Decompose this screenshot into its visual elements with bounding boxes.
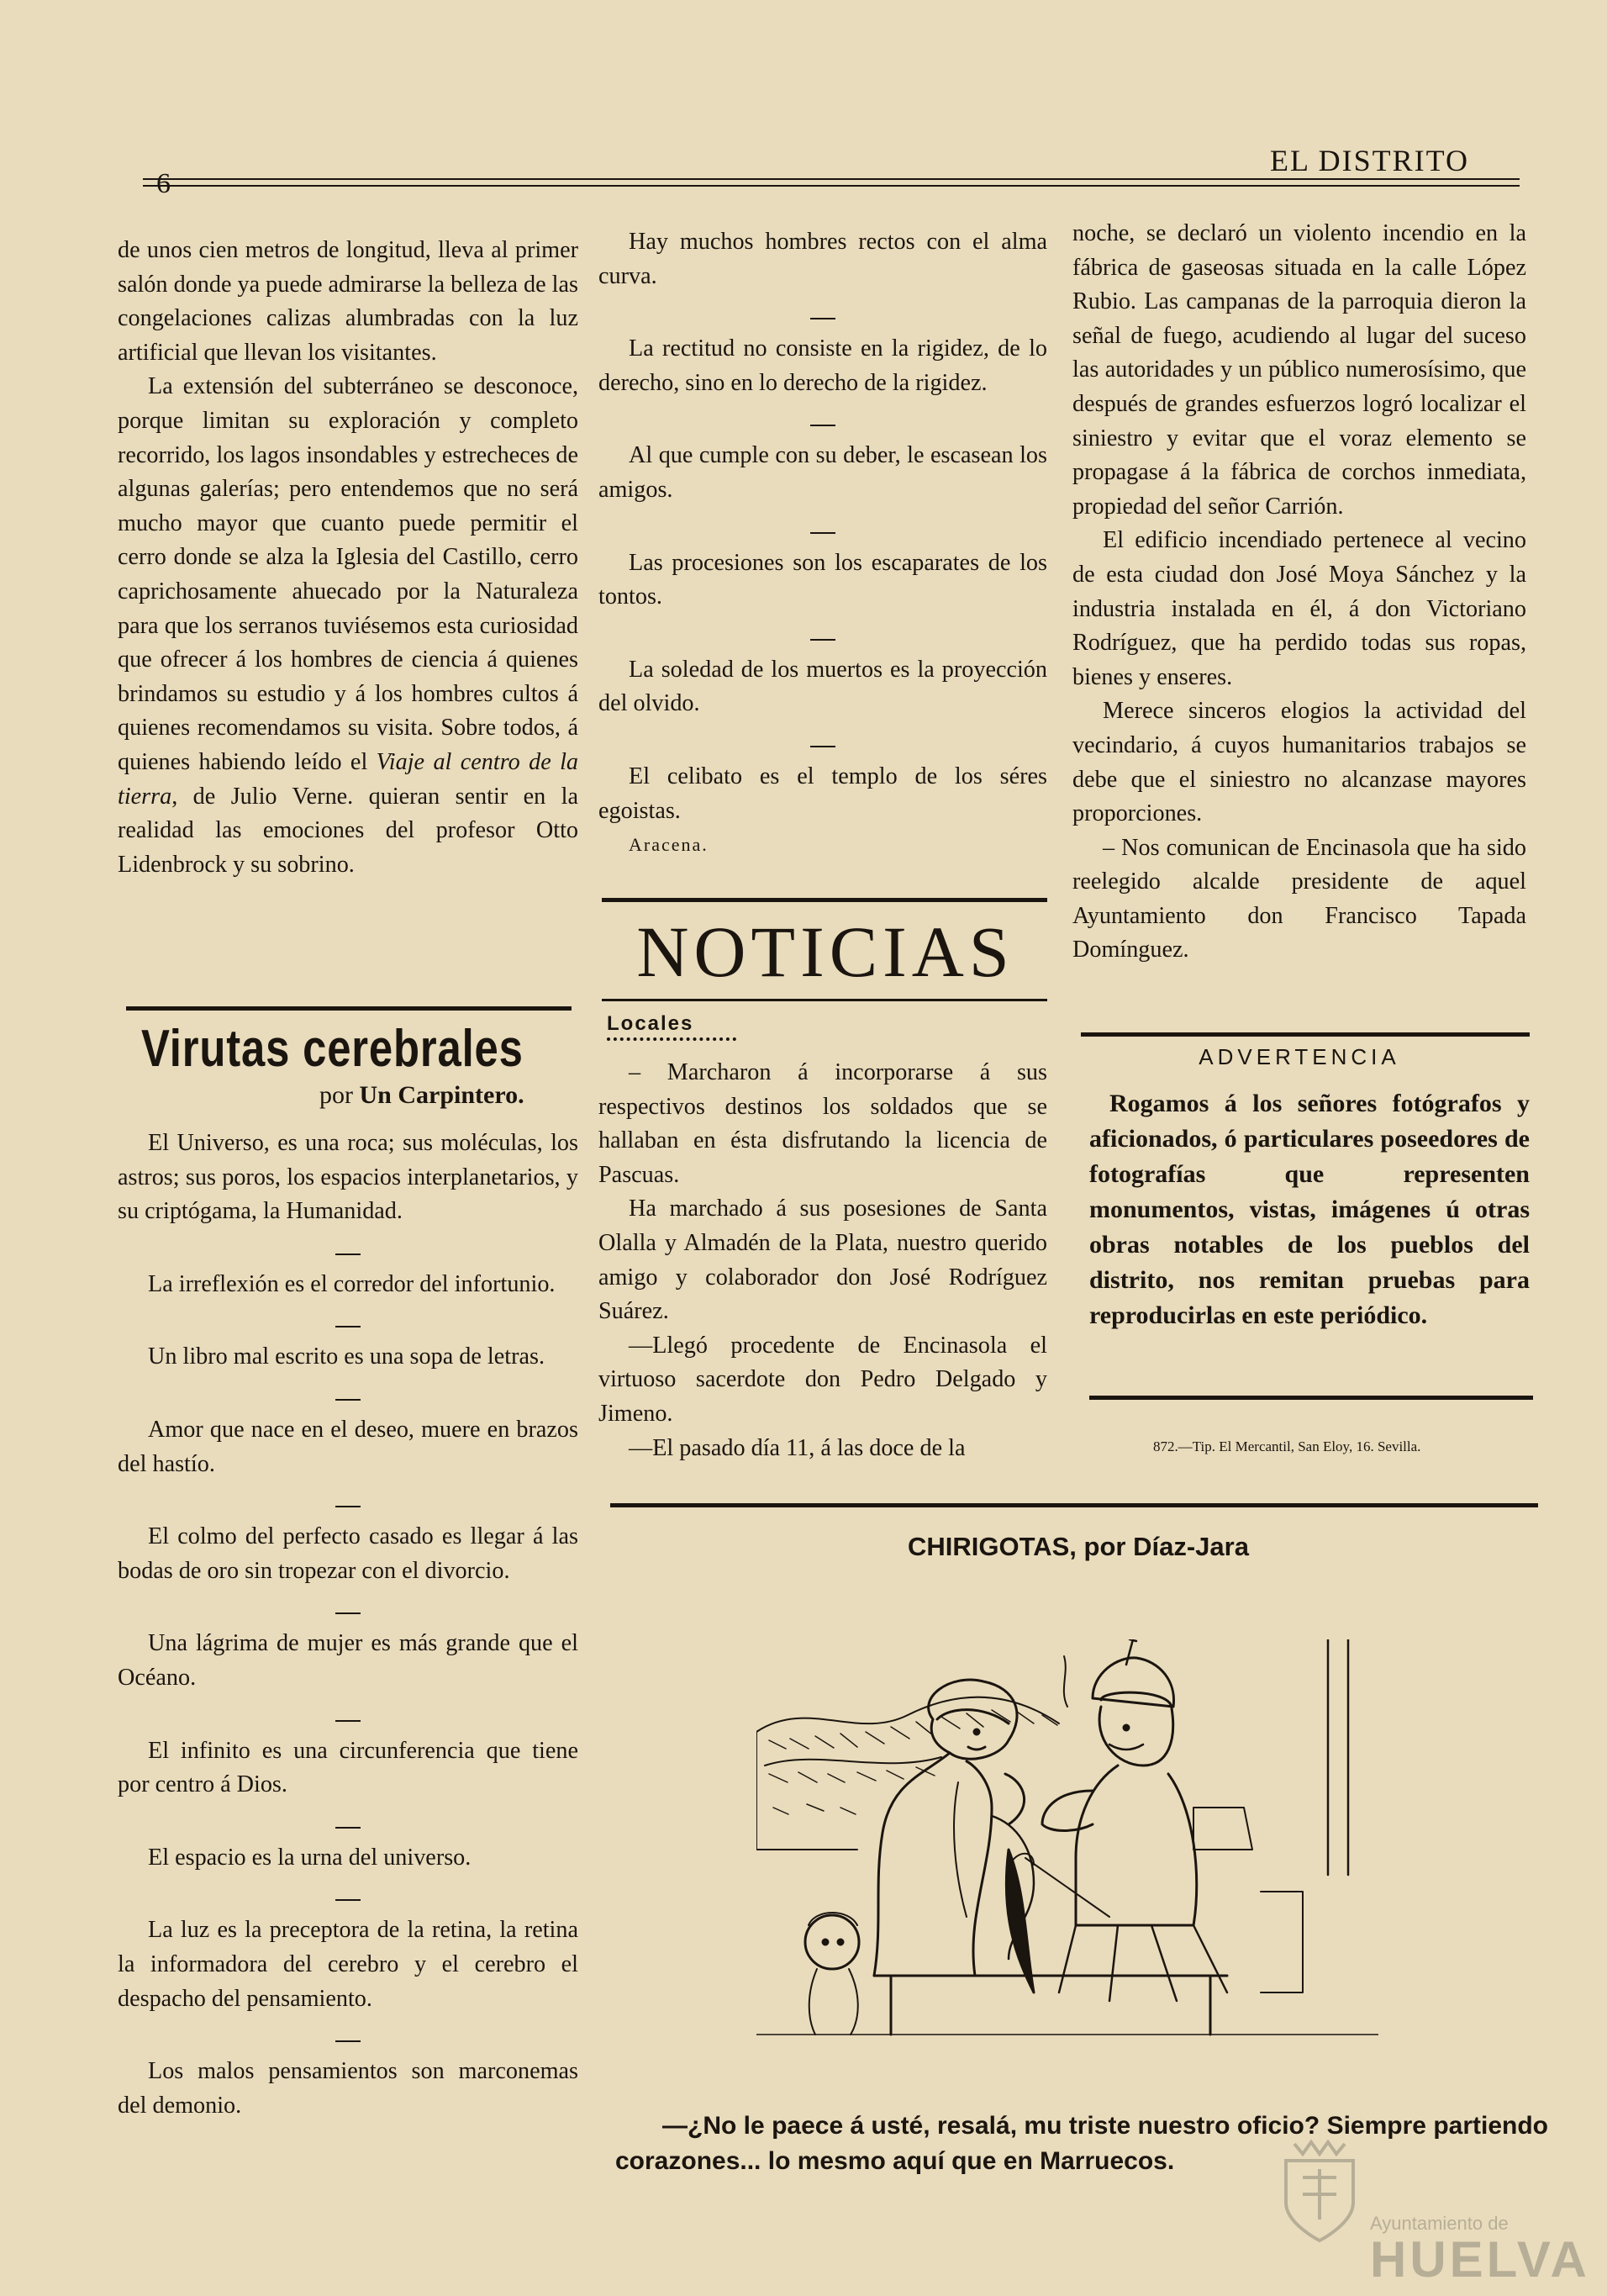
section-divider (1089, 1396, 1533, 1400)
separator (598, 303, 1047, 322)
separator (598, 410, 1047, 429)
section-divider (602, 898, 1047, 902)
separator (118, 1312, 578, 1330)
watermark (1278, 2135, 1590, 2295)
maxim: Las procesiones son los escaparates de los tontos. (598, 549, 1047, 610)
maxim: Los malos pensamientos son marconemas del demonio. (118, 2058, 578, 2119)
maxims-column-2 (598, 225, 1047, 863)
maxim: El celibato es el templo de los séres egoistas. (598, 763, 1047, 824)
news-paragraph: El edificio incendiado pertenece al vecino de esta ciudad don José Moya Sánchez y la industria instalada en él, á don Victoriano Rodríguez, que ha perdido todas sus ropas, bienes y enseres. (1072, 527, 1526, 690)
separator (598, 625, 1047, 643)
maxim: Hay muchos hombres rectos con el alma curva. (598, 229, 1047, 289)
article-cave-continuation (118, 234, 578, 882)
cartoon-illustration (756, 1639, 1378, 2110)
maxim: El colmo del perfecto casado es llegar á las bodas de oro sin tropezar con el divorcio. (118, 1523, 578, 1584)
maxim: El espacio es la urna del universo. (148, 1844, 472, 1871)
byline: por Un Carpintero. (319, 1081, 524, 1109)
advertencia-body: Rogamos á los señores fotógrafos y aficionados, ó particulares poseedores de fotografías que representen monumentos, vistas, imágenes ú otras obras notables de los pueblos del distrito, nos remitan pruebas para reproducirlas en este periódico. (1089, 1090, 1530, 1329)
separator (598, 518, 1047, 536)
section-divider (126, 1006, 572, 1011)
local-news-column-3 (1072, 217, 1526, 968)
separator (118, 1491, 578, 1510)
news-paragraph: Merece sinceros elogios la actividad del vecindario, á cuyos humanitarios trabajos se debe que el siniestro no alcanzase mayores proporciones. (1072, 698, 1526, 827)
news-paragraph: – Marcharon á incorporarse á sus respectivos destinos los soldados que se hallaban en ésta disfrutando la licencia de Pascuas. (598, 1059, 1047, 1188)
paragraph: de unos cien metros de longitud, lleva al primer salón donde ya puede admirarse la belleza de las congelaciones calizas alumbradas con la luz artificial que llevan los visitantes. (118, 237, 578, 366)
printer-imprint: 872.—Tip. El Mercantil, San Eloy, 16. Sevilla. (1153, 1438, 1421, 1454)
section-divider (610, 1503, 1538, 1507)
place-signature: Aracena. (629, 834, 709, 856)
header-rule (143, 178, 1520, 180)
cartoon-caption: —¿No le paece á usté, resalá, mu triste nuestro oficio? Siempre partiendo corazones... lo mesmo aquí que en Marruecos. (615, 2112, 1548, 2175)
subsection-title-locales: Locales (607, 1012, 694, 1035)
separator (118, 1598, 578, 1617)
separator (118, 1239, 578, 1258)
dotted-underline (607, 1037, 736, 1041)
separator (118, 2026, 578, 2045)
header-rule (143, 185, 1520, 187)
maxim: La soledad de los muertos es la proyección del olvido. (598, 656, 1047, 717)
separator (118, 1813, 578, 1831)
maxims-column-1 (118, 1127, 578, 2123)
paragraph: La extensión del subterráneo se desconoce, porque limitan su exploración y completo recorrido, los lagos insondables y estrecheces de algunas galerías; pero entendemos que no será mucho mayor que cuanto puede permitir el cerro donde se alza la Iglesia del Castillo, cerro caprichosamente ahuecado por la Naturaleza para que los serranos tuviésemos esta curiosidad que ofrecer á los hombres de ciencia á quienes brindamos su estudio y á los hombres cultos á quienes recomendamos su visita. Sobre todos, á quienes habiendo leído el Viaje al centro de la tierra, de Julio Verne. quieran sentir en la realidad las emociones del profesor Otto Lidenbrock y su sobrino. (118, 373, 579, 878)
maxim: Una lágrima de mujer es más grande que el Océano. (118, 1630, 578, 1691)
coat-of-arms-icon (1278, 2135, 1362, 2245)
maxim: Amor que nace en el deseo, muere en brazos del hastío. (118, 1416, 578, 1477)
separator (598, 731, 1047, 750)
maxim: La irreflexión es el corredor del infortunio. (148, 1270, 556, 1297)
separator (118, 1706, 578, 1724)
separator (118, 1885, 578, 1903)
news-paragraph: Ha marchado á sus posesiones de Santa Olalla y Almadén de la Plata, nuestro querido amigo y colaborador don José Rodríguez Suárez. (598, 1196, 1047, 1325)
news-paragraph: —El pasado día 11, á las doce de la (629, 1434, 966, 1461)
news-paragraph: —Llegó procedente de Encinasola el virtuoso sacerdote don Pedro Delgado y Jimeno. (598, 1332, 1047, 1427)
section-divider (602, 999, 1047, 1001)
section-title-noticias: NOTICIAS (636, 911, 1014, 992)
section-title-virutas: Virutas cerebrales (141, 1020, 524, 1078)
watermark-text: Ayuntamiento de HUELVA (1370, 2213, 1590, 2288)
masthead: EL DISTRITO (1270, 144, 1469, 177)
book-title: Viaje al centro de la tierra (118, 748, 579, 810)
advertencia-title: ADVERTENCIA (1199, 1044, 1400, 1069)
news-paragraph: – Nos comunican de Encinasola que ha sido reelegido alcalde presidente de aquel Ayuntamiento don Francisco Tapada Domínguez. (1072, 834, 1526, 963)
maxim: Un libro mal escrito es una sopa de letras. (148, 1343, 545, 1370)
maxim: El Universo, es una roca; sus moléculas, los astros; sus poros, los espacios interplanetarios, y su criptógama, la Humanidad. (118, 1130, 578, 1225)
news-paragraph: noche, se declaró un violento incendio en la fábrica de gaseosas situada en la calle López Rubio. Las campanas de la parroquia dieron la señal de fuego, acudiendo al lugar del suceso las autoridades y un público numerosísimo, que después de grandes esfuerzos logró localizar el siniestro y evitar que el voraz elemento se propagase á la fábrica de corchos inmediata, propiedad del señor Carrión. (1072, 220, 1526, 520)
maxim: La luz es la preceptora de la retina, la retina la informadora del cerebro y el cerebro el despacho del pensamiento. (118, 1917, 578, 2012)
maxim: El infinito es una circunferencia que tiene por centro á Dios. (118, 1737, 578, 1798)
section-divider (1081, 1032, 1530, 1037)
separator (118, 1385, 578, 1403)
cartoon-title: CHIRIGOTAS, por Díaz-Jara (908, 1532, 1249, 1561)
local-news-column-2 (598, 1056, 1047, 1465)
page-number: 6 (156, 168, 171, 199)
maxim: La rectitud no consiste en la rigidez, de lo derecho, sino en lo derecho de la rigidez. (598, 335, 1047, 396)
maxim: Al que cumple con su deber, le escasean los amigos. (598, 442, 1047, 503)
